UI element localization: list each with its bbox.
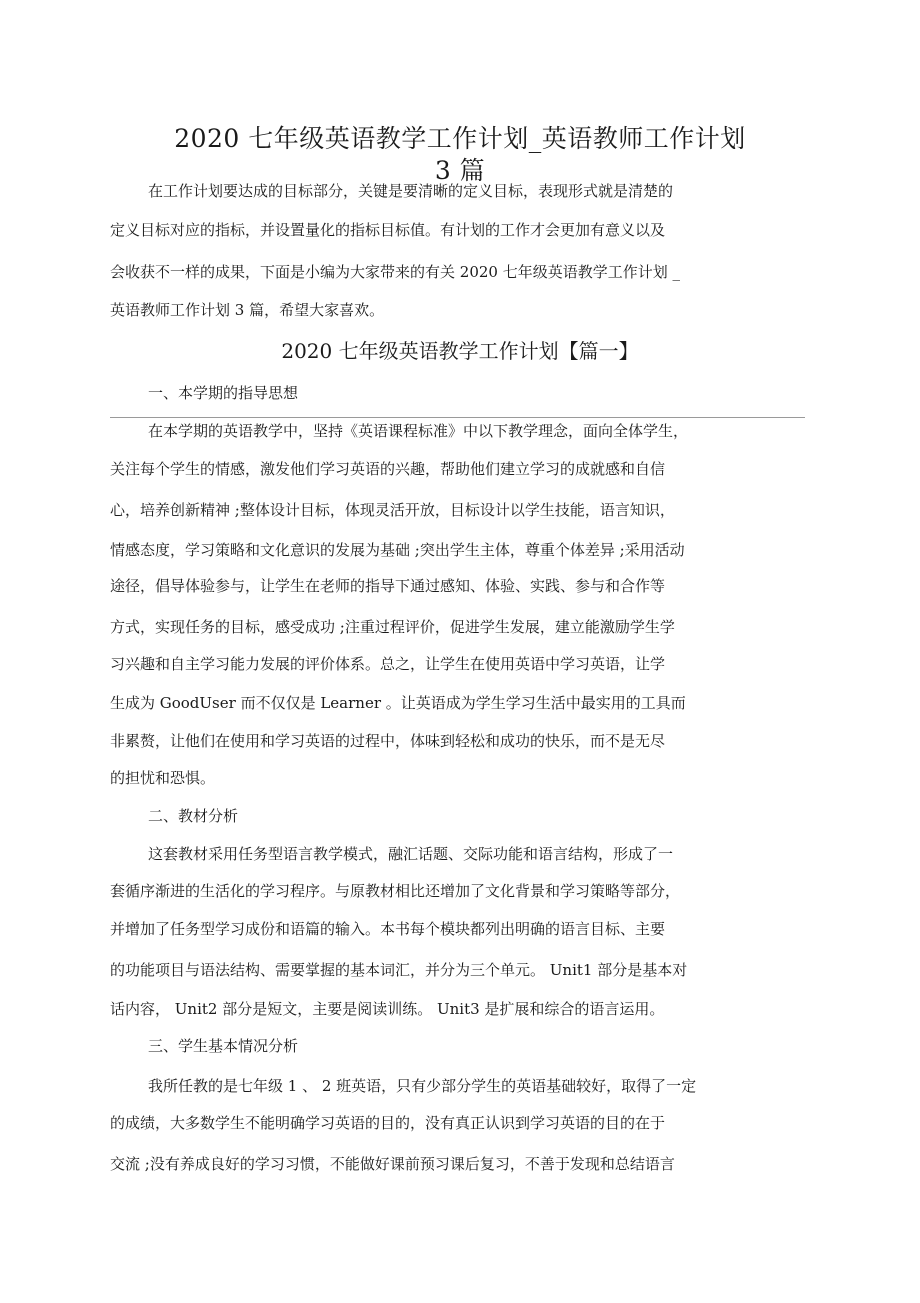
document-title-line1: 2020 七年级英语教学工作计划_英语教师工作计划 [174, 124, 746, 153]
paragraph-line: 套循序渐进的生活化的学习程序。与原教材相比还增加了文化背景和学习策略等部分， [110, 882, 681, 900]
paragraph-line: 生成为 GoodUser 而不仅仅是 Learner 。让英语成为学生学习生活中最实用的工具而 [110, 694, 686, 712]
intro-line: 会收获不一样的成果，下面是小编为大家带来的有关 2020 七年级英语教学工作计划 _ [110, 263, 680, 281]
horizontal-rule [110, 417, 805, 418]
intro-line: 英语教师工作计划 3 篇，希望大家喜欢。 [110, 301, 385, 319]
intro-line: 在工作计划要达成的目标部分，关键是要清晰的定义目标，表现形式就是清楚的 [148, 182, 674, 200]
paragraph-line: 情感态度，学习策略和文化意识的发展为基础 ;突出学生主体，尊重个体差异 ;采用活动 [110, 541, 685, 559]
paragraph-line: 非累赘，让他们在使用和学习英语的过程中，体味到轻松和成功的快乐，而不是无尽 [110, 732, 666, 750]
paragraph-line: 的功能项目与语法结构、需要掌握的基本词汇，并分为三个单元。 Unit1 部分是基本对 [110, 961, 688, 979]
section-heading-3: 三、学生基本情况分析 [148, 1037, 299, 1055]
paragraph-line: 的担忧和恐惧。 [110, 769, 216, 787]
paragraph-line: 话内容， Unit2 部分是短文，主要是阅读训练。 Unit3 是扩展和综合的语言运用。 [110, 1000, 665, 1018]
paragraph-line: 在本学期的英语教学中，坚持《英语课程标准》中以下教学理念，面向全体学生， [148, 422, 689, 440]
section-heading-1: 一、本学期的指导思想 [148, 384, 299, 402]
paragraph-line: 交流 ;没有养成良好的学习习惯，不能做好课前预习课后复习，不善于发现和总结语言 [110, 1155, 675, 1173]
document-title-line2: 3 篇 [434, 156, 486, 185]
paragraph-line: 习兴趣和自主学习能力发展的评价体系。总之，让学生在使用英语中学习英语，让学 [110, 655, 666, 673]
paragraph-line: 关注每个学生的情感，激发他们学习英语的兴趣，帮助他们建立学习的成就感和自信 [110, 460, 666, 478]
paragraph-line: 并增加了任务型学习成份和语篇的输入。本书每个模块都列出明确的语言目标、主要 [110, 920, 666, 938]
paragraph-line: 途径，倡导体验参与，让学生在老师的指导下通过感知、体验、实践、参与和合作等 [110, 577, 666, 595]
paragraph-line: 心，培养创新精神 ;整体设计目标，体现灵活开放，目标设计以学生技能，语言知识， [110, 501, 675, 519]
paragraph-line: 我所任教的是七年级 1 、 2 班英语，只有少部分学生的英语基础较好，取得了一定 [148, 1077, 697, 1095]
intro-line: 定义目标对应的指标，并设置量化的指标目标值。有计划的工作才会更加有意义以及 [110, 221, 666, 239]
paragraph-line: 的成绩，大多数学生不能明确学习英语的目的，没有真正认识到学习英语的目的在于 [110, 1114, 666, 1132]
section-title: 2020 七年级英语教学工作计划【篇一】 [281, 339, 639, 363]
paragraph-line: 方式，实现任务的目标，感受成功 ;注重过程评价，促进学生发展，建立能激励学生学 [110, 618, 675, 636]
section-heading-2: 二、教材分析 [148, 807, 239, 825]
paragraph-line: 这套教材采用任务型语言教学模式，融汇话题、交际功能和语言结构，形成了一 [148, 845, 674, 863]
